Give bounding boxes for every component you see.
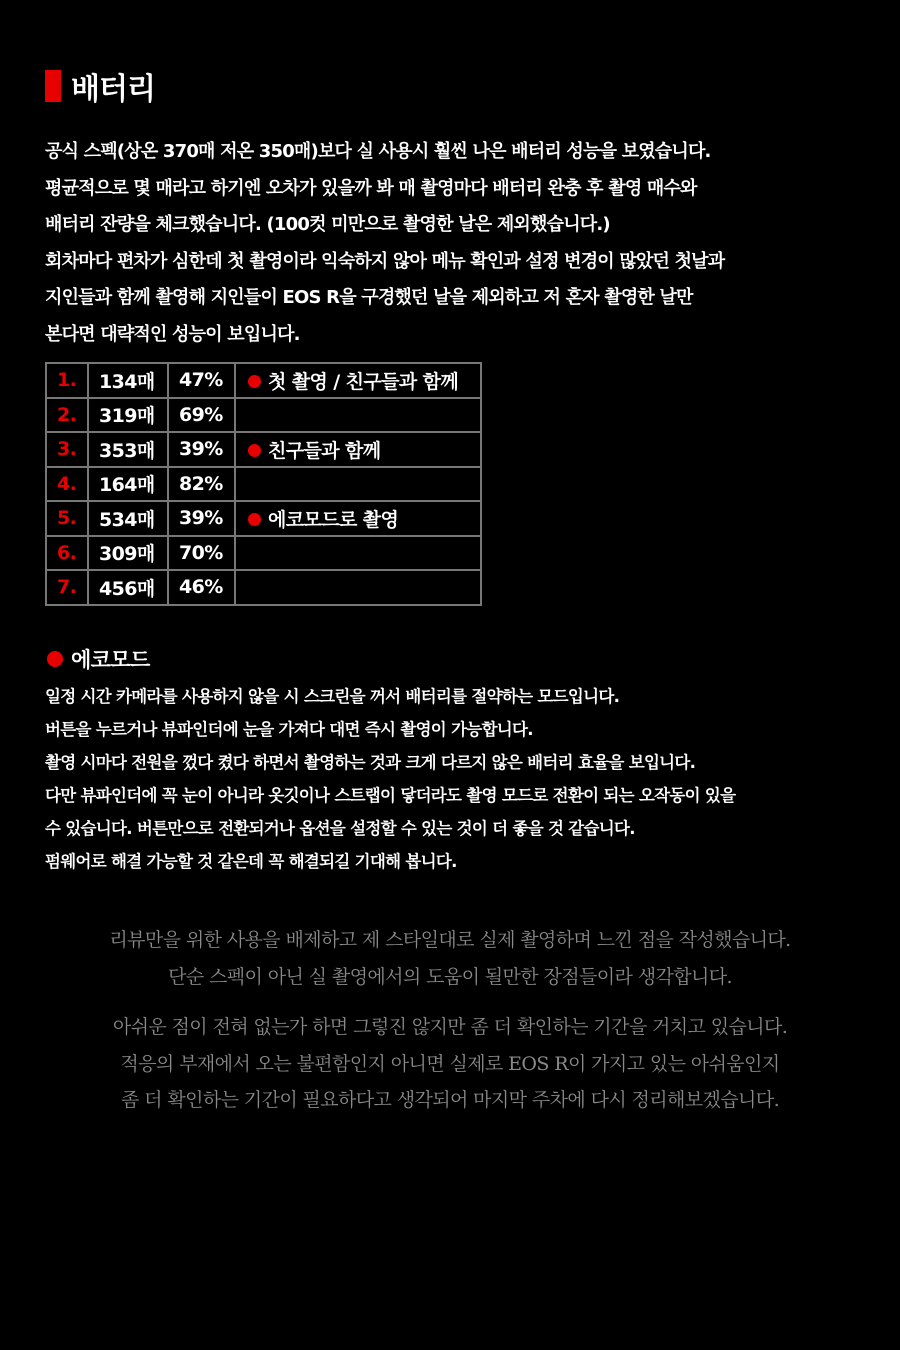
table-row	[46, 363, 481, 398]
note-text: 친구들과 함께	[268, 439, 381, 462]
table-row	[46, 570, 481, 605]
battery-remaining: 39%	[168, 501, 235, 536]
eco-line: 펌웨어로 해결 가능할 것 같은데 꼭 해결되길 기대해 봅니다.	[45, 852, 457, 871]
row-number: 3.	[46, 432, 88, 467]
row-number: 6.	[46, 536, 88, 571]
note-text: 첫 촬영 / 친구들과 함께	[268, 370, 459, 393]
closing-remarks	[0, 922, 900, 1119]
shot-count: 164매	[88, 467, 168, 502]
eco-mode-heading	[47, 644, 150, 674]
red-dot-icon	[248, 513, 261, 526]
table-row	[46, 467, 481, 502]
shot-count: 134매	[88, 363, 168, 398]
intro-line: 평균적으로 몇 매라고 하기엔 오차가 있을까 봐 매 촬영마다 배터리 완충 후 촬영 매수와	[45, 177, 697, 199]
battery-remaining: 70%	[168, 536, 235, 571]
row-number: 7.	[46, 570, 88, 605]
table-row	[46, 398, 481, 433]
note-cell	[235, 536, 481, 571]
page-title: 배터리	[71, 72, 155, 107]
note-cell	[235, 432, 481, 467]
intro-line: 지인들과 함께 촬영해 지인들이 EOS R을 구경했던 날을 제외하고 저 혼자 촬영한 날만	[45, 287, 693, 308]
battery-remaining: 39%	[168, 432, 235, 467]
eco-line: 일정 시간 카메라를 사용하지 않을 시 스크린을 꺼서 배터리를 절약하는 모드입니다.	[45, 687, 620, 706]
intro-line: 본다면 대략적인 성능이 보입니다.	[45, 323, 300, 345]
eco-mode-title: 에코모드	[71, 648, 150, 672]
row-number: 1.	[46, 363, 88, 398]
closing-line: 아쉬운 점이 전혀 없는가 하면 그렇진 않지만 좀 더 확인하는 기간을 거치고 있습니다.	[112, 1016, 788, 1038]
eco-line: 버튼을 누르거나 뷰파인더에 눈을 가져다 대면 즉시 촬영이 가능합니다.	[45, 720, 533, 739]
shot-count: 456매	[88, 570, 168, 605]
battery-table	[45, 362, 482, 606]
eco-line: 다만 뷰파인더에 꼭 눈이 아니라 옷깃이나 스트랩이 닿더라도 촬영 모드로 전환이 되는 오작동이 있을	[45, 786, 736, 805]
table-row	[46, 432, 481, 467]
eco-line: 촬영 시마다 전원을 껐다 켰다 하면서 촬영하는 것과 크게 다르지 않은 배터리 효율을 보입니다.	[45, 753, 696, 772]
note-cell	[235, 467, 481, 502]
red-dot-icon	[248, 444, 261, 457]
battery-remaining: 69%	[168, 398, 235, 433]
red-dot-icon	[47, 651, 63, 667]
red-dot-icon	[248, 375, 261, 388]
intro-text	[45, 134, 875, 353]
note-cell	[235, 398, 481, 433]
row-number: 4.	[46, 467, 88, 502]
battery-remaining: 47%	[168, 363, 235, 398]
intro-line: 배터리 잔량을 체크했습니다. (100컷 미만으로 촬영한 날은 제외했습니다.)	[45, 214, 610, 235]
eco-line: 수 있습니다. 버튼만으로 전환되거나 옵션을 설정할 수 있는 것이 더 좋을 것 같습니다.	[45, 819, 635, 838]
shot-count: 319매	[88, 398, 168, 433]
intro-line: 회차마다 편차가 심한데 첫 촬영이라 익숙하지 않아 메뉴 확인과 설정 변경이 많았던 첫날과	[45, 250, 725, 272]
eco-mode-text	[45, 680, 875, 878]
heading-accent-bar	[45, 70, 61, 102]
shot-count: 534매	[88, 501, 168, 536]
table-row	[46, 501, 481, 536]
shot-count: 309매	[88, 536, 168, 571]
table-row	[46, 536, 481, 571]
note-text: 에코모드로 촬영	[268, 508, 399, 531]
row-number: 5.	[46, 501, 88, 536]
closing-line: 좀 더 확인하는 기간이 필요하다고 생각되어 마지막 주차에 다시 정리해보겠습니다.	[120, 1089, 780, 1111]
note-cell	[235, 363, 481, 398]
note-cell	[235, 501, 481, 536]
section-heading	[45, 64, 155, 108]
paragraph-gap	[0, 995, 900, 1009]
intro-line: 공식 스펙(상온 370매 저온 350매)보다 실 사용시 훨씬 나은 배터리 성능을 보였습니다.	[45, 141, 711, 162]
closing-line: 단순 스펙이 아닌 실 촬영에서의 도움이 될만한 장점들이라 생각합니다.	[168, 965, 732, 988]
shot-count: 353매	[88, 432, 168, 467]
battery-remaining: 82%	[168, 467, 235, 502]
closing-line: 적응의 부재에서 오는 불편함인지 아니면 실제로 EOS R이 가지고 있는 아쉬움인지	[120, 1052, 780, 1075]
battery-remaining: 46%	[168, 570, 235, 605]
row-number: 2.	[46, 398, 88, 433]
closing-line: 리뷰만을 위한 사용을 배제하고 제 스타일대로 실제 촬영하며 느낀 점을 작성했습니다.	[109, 929, 791, 951]
note-cell	[235, 570, 481, 605]
